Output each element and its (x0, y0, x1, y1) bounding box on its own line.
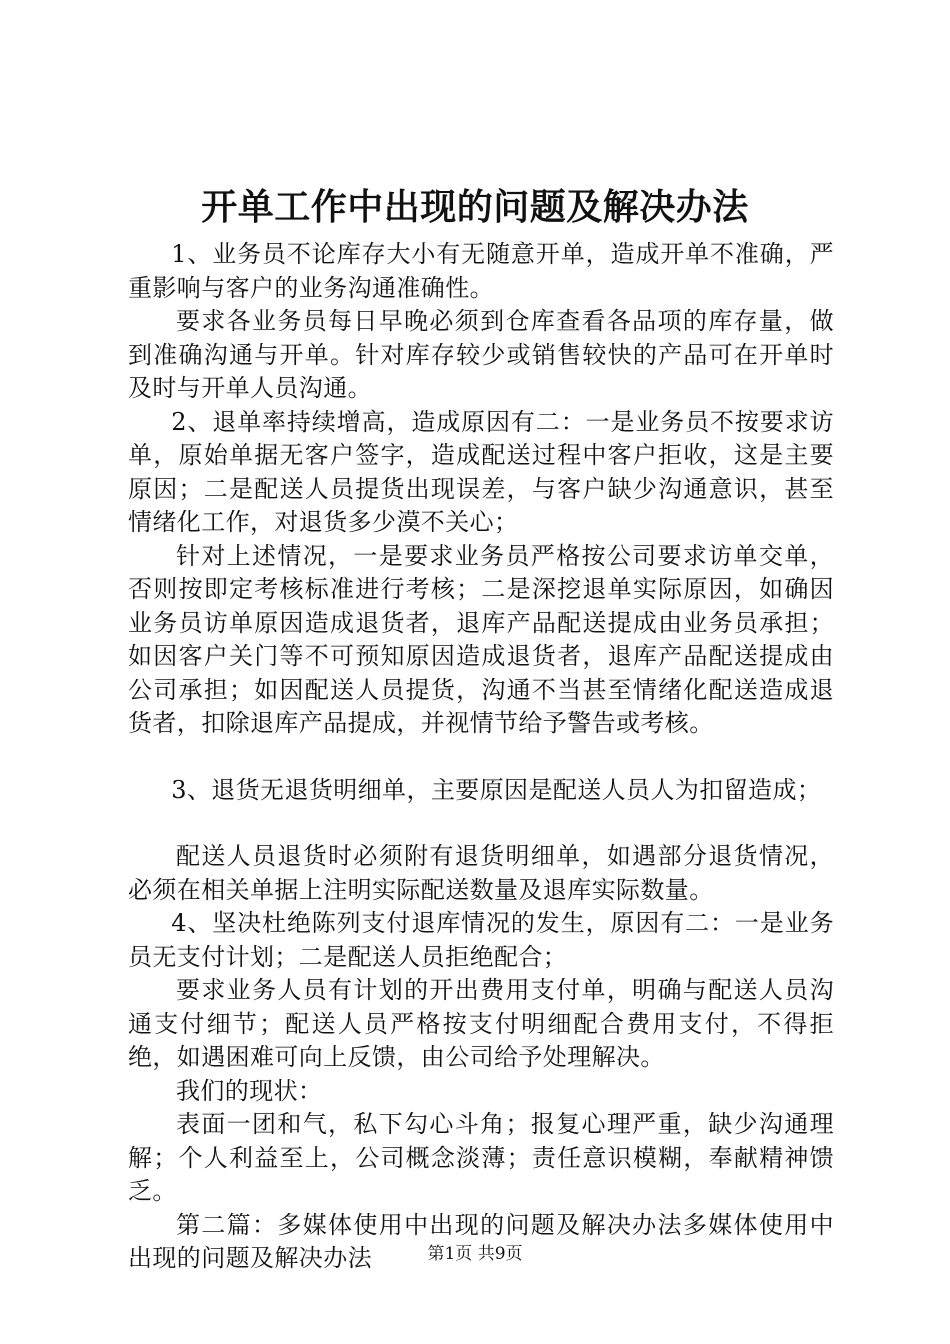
paragraph-status-body: 表面一团和气，私下勾心斗角；报复心理严重，缺少沟通理解；个人利益至上，公司概念淡薄；责任意识模糊，奉献精神馈乏。 (128, 1110, 834, 1205)
page-footer: 第1页 共9页 (427, 1244, 523, 1264)
paragraph-issue-1: 1、业务员不论库存大小有无随意开单，造成开单不准确，严重影响与客户的业务沟通准确性。 (128, 240, 834, 302)
paragraph-solution-2: 针对上述情况，一是要求业务员严格按公司要求访单交单，否则按即定考核标准进行考核；二是深挖退单实际原因，如确因业务员访单原因造成退货者，退库产品配送提成由业务员承担；如因客户关门等不可预知原因造成退货者，退库产品配送提成由公司承担；如因配送人员提货，沟通不当甚至情绪化配送造成退货者，扣除退库产品提成，并视情节给予警告或考核。 (128, 541, 834, 737)
paragraph-solution-1: 要求各业务员每日早晚必须到仓库查看各品项的库存量，做到准确沟通与开单。针对库存较少或销售较快的产品可在开单时及时与开单人员沟通。 (128, 307, 834, 402)
paragraph-status-heading: 我们的现状： (176, 1076, 323, 1105)
document-title: 开单工作中出现的问题及解决办法 (201, 187, 749, 228)
paragraph-issue-4: 4、坚决杜绝陈列支付退库情况的发生，原因有二：一是业务员无支付计划；二是配送人员拒绝配合； (128, 909, 834, 971)
paragraph-issue-2: 2、退单率持续增高，造成原因有二：一是业务员不按要求访单，原始单据无客户签字，造成配送过程中客户拒收，这是主要原因；二是配送人员提货出现误差，与客户缺少沟通意识，甚至情绪化工作，对退货多少漠不关心； (128, 407, 834, 536)
document-body (128, 238, 834, 1276)
paragraph-second-section: 第二篇：多媒体使用中出现的问题及解决办法多媒体使用中出现的问题及解决办法 (128, 1210, 834, 1272)
paragraph-issue-3: 3、退货无退货明细单，主要原因是配送人员人为扣留造成； (171, 775, 822, 804)
paragraph-solution-3: 配送人员退货时必须附有退货明细单，如遇部分退货情况，必须在相关单据上注明实际配送数量及退库实际数量。 (128, 842, 834, 904)
paragraph-solution-4: 要求业务人员有计划的开出费用支付单，明确与配送人员沟通支付细节；配送人员严格按支付明细配合费用支付，不得拒绝，如遇困难可向上反馈，由公司给予处理解决。 (128, 976, 834, 1071)
